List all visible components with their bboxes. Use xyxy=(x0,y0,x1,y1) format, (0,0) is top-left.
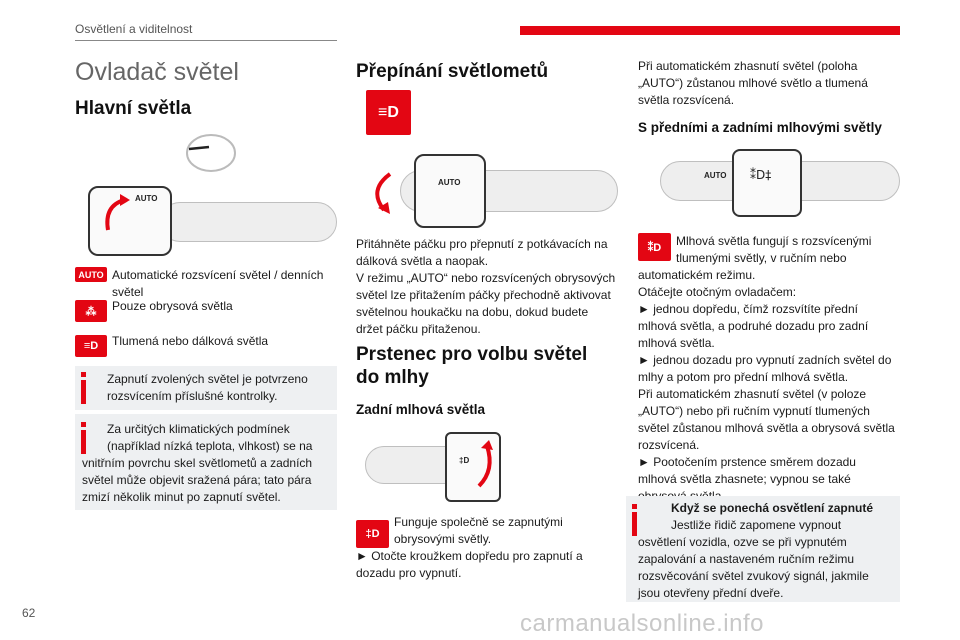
pull-arrow-icon xyxy=(366,170,396,216)
lights-on-warning-note: Když se ponechá osvětlení zapnuté Jestliže řidič zapomene vypnout osvětlení vozidla, ozve se při vypnutém zapalování a nastaveném ručním režimu rozsvěcování světel zvukový signál, jakmile jsou otevřeny přední dveře. xyxy=(626,496,900,602)
rotate-arrow-icon xyxy=(473,440,499,490)
headlights-icon: ≡D xyxy=(75,335,107,357)
info-note: Zapnutí zvolených světel je potvrzeno rozsvícením příslušné kontrolky. xyxy=(75,366,337,410)
headlight-switch-text: Přitáhněte páčku pro přepnutí z potkávacích na dálková světla a naopak. V režimu „AUTO“ nebo rozsvícených obrysových světel lze přitažením páčky přechodně aktivovat světelnou houkačku na dobu, dokud budete držet páčku přitaženou. xyxy=(356,237,616,336)
fog-instructions-text: automatickém režimu. Otáčejte otočným ovladačem: ► jednou dopředu, čímž rozsvítíte přední mlhová světla, a podruhé dozadu pro zadní mlhová světla. ► jednou dozadu pro vypnutí zadních světel do mlhy a potom pro přední mlhová světla. Při automatickém zhasnutí světel (v poloze „AUTO“) nebo při ručním vypnutí tlumených světel zůstanou mlhová světla a obrysová světla rozsvícená. ► Pootočením prstence směrem dozadu mlhová světla zhasnete; vypnou se také xyxy=(638,268,895,486)
front-rear-fog-title: S předními a zadními mlhovými světly xyxy=(638,120,882,135)
light-stalk-illustration: AUTO xyxy=(80,180,335,260)
svg-text:⁑D‡: ⁑D‡ xyxy=(750,168,772,182)
running-header: Osvětlení a viditelnost xyxy=(75,22,193,36)
fog-ring-title: Prstenec pro volbu světel do mlhy xyxy=(356,344,588,388)
info-note-condensation: Za určitých klimatických podmínek (například nízká teplota, vlhkost) se na vnitřním povrchu skel světlometů a zadních světel může objevit sražená pára; tato pára zmizí několik minut po zapnutí světel. xyxy=(75,414,337,510)
front-fog-icon: ⁑D xyxy=(638,233,671,261)
header-divider xyxy=(75,40,337,41)
legend-sidelights-text: Pouze obrysová světla xyxy=(112,299,233,313)
auto-icon: AUTO xyxy=(75,267,107,282)
rear-fog-icon: ‡D xyxy=(356,520,389,548)
legend-auto-text: Automatické rozsvícení světel / denních světel xyxy=(112,268,324,299)
rear-fog-stalk-illustration: ‡D xyxy=(365,428,615,503)
header-accent-bar xyxy=(520,26,900,35)
steering-wheel-icon xyxy=(185,133,237,173)
main-beam-icon: ≡D xyxy=(366,90,411,135)
watermark: carmanualsonline.info xyxy=(520,610,764,637)
fog-stalk-illustration: AUTO ⁑D‡ xyxy=(660,143,900,221)
legend-headlights-text: Tlumená nebo dálková světla xyxy=(112,334,269,348)
page-number: 62 xyxy=(22,606,36,620)
headlight-switch-title: Přepínání světlometů xyxy=(356,61,549,82)
auto-off-text: Při automatickém zhasnutí světel (poloha „AUTO“) zůstanou mlhové světlo a tlumená světla rozsvícená. xyxy=(638,59,868,107)
rear-fog-title: Zadní mlhová světla xyxy=(356,402,486,417)
section-title: Ovladač světel xyxy=(75,58,239,86)
sidelights-icon: ⁂ xyxy=(75,300,107,322)
rotate-arrow-icon xyxy=(100,194,130,234)
subsection-title: Hlavní světla xyxy=(75,98,192,119)
fog-lights-icon xyxy=(750,149,790,199)
headlight-stalk-illustration: AUTO xyxy=(360,148,618,230)
